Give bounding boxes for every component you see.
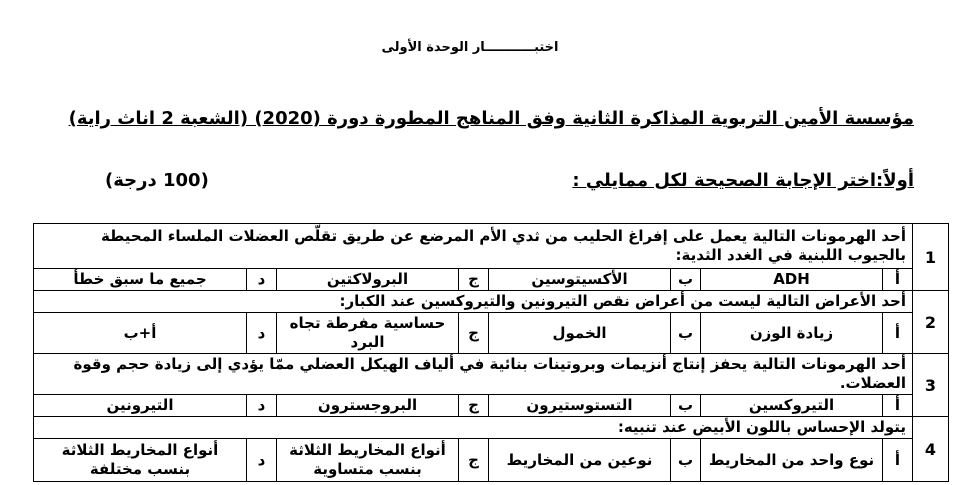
option-letter-b: ب — [671, 313, 701, 354]
question-number: 3 — [913, 354, 949, 417]
option-b[interactable]: التستوستيرون — [489, 395, 671, 417]
option-letter-d: د — [247, 269, 277, 291]
option-d[interactable]: التيرونين — [34, 395, 247, 417]
option-c[interactable]: البرولاكتين — [277, 269, 459, 291]
option-letter-a: أ — [883, 269, 913, 291]
option-a[interactable]: ADH — [701, 269, 883, 291]
option-d[interactable]: أ+ب — [34, 313, 247, 354]
option-c[interactable]: البروجسترون — [277, 395, 459, 417]
option-letter-d: د — [247, 313, 277, 354]
options-row — [34, 313, 949, 354]
exam-title: اختبـــــــــــار الوحدة الأولى — [381, 40, 559, 55]
option-letter-a: أ — [883, 395, 913, 417]
question-number: 2 — [913, 291, 949, 354]
option-letter-b: ب — [671, 439, 701, 482]
option-letter-d: د — [247, 395, 277, 417]
question-text: أحد الهرمونات التالية يحفز إنتاج أنزيمات وبروتينات بنائية في ألياف الهيكل العضلي ممّا يؤدي إلى زيادة حجم وقوة العضلات. — [34, 354, 913, 395]
question-row — [34, 291, 949, 313]
option-a[interactable]: التيروكسين — [701, 395, 883, 417]
option-b[interactable]: الأكسيتوسين — [489, 269, 671, 291]
option-letter-a: أ — [883, 313, 913, 354]
option-letter-b: ب — [671, 269, 701, 291]
question-number: 1 — [913, 224, 949, 291]
option-d[interactable]: جميع ما سبق خطأ — [34, 269, 247, 291]
question-row — [34, 224, 949, 269]
option-b[interactable]: الخمول — [489, 313, 671, 354]
option-letter-c: ج — [459, 439, 489, 482]
question-text: أحد الأعراض التالية ليست من أعراض نقص التيرونين والتيروكسين عند الكبار: — [34, 291, 913, 313]
options-row — [34, 439, 949, 482]
section-grade: (100 درجة) — [105, 170, 209, 191]
option-a[interactable]: نوع واحد من المخاريط — [701, 439, 883, 482]
option-a[interactable]: زيادة الوزن — [701, 313, 883, 354]
options-row — [34, 269, 949, 291]
option-letter-d: د — [247, 439, 277, 482]
question-text: أحد الهرمونات التالية يعمل على إفراغ الحليب من ثدي الأم المرضع عن طريق تقلّص العضلات الملساء المحيطة بالجيوب اللبنية في الغدد الثدية: — [34, 224, 913, 269]
question-number: 4 — [913, 417, 949, 482]
option-c[interactable]: حساسية مفرطة تجاه البرد — [277, 313, 459, 354]
option-letter-a: أ — [883, 439, 913, 482]
exam-header: مؤسسة الأمين التربوية المذاكرة الثانية وفق المناهج المطورة دورة (2020) (الشعبة 2 اناث راية) — [68, 108, 914, 129]
question-text: يتولد الإحساس باللون الأبيض عند تنبيه: — [34, 417, 913, 439]
option-b[interactable]: نوعين من المخاريط — [489, 439, 671, 482]
question-row — [34, 354, 949, 395]
section-heading: أولاً:اختر الإجابة الصحيحة لكل ممايلي : — [572, 170, 914, 191]
questions-table — [33, 223, 949, 482]
option-letter-c: ج — [459, 395, 489, 417]
option-letter-b: ب — [671, 395, 701, 417]
option-letter-c: ج — [459, 313, 489, 354]
option-letter-c: ج — [459, 269, 489, 291]
options-row — [34, 395, 949, 417]
question-row — [34, 417, 949, 439]
option-c[interactable]: أنواع المخاريط الثلاثة بنسب متساوية — [277, 439, 459, 482]
option-d[interactable]: أنواع المخاريط الثلاثة بنسب مختلفة — [34, 439, 247, 482]
